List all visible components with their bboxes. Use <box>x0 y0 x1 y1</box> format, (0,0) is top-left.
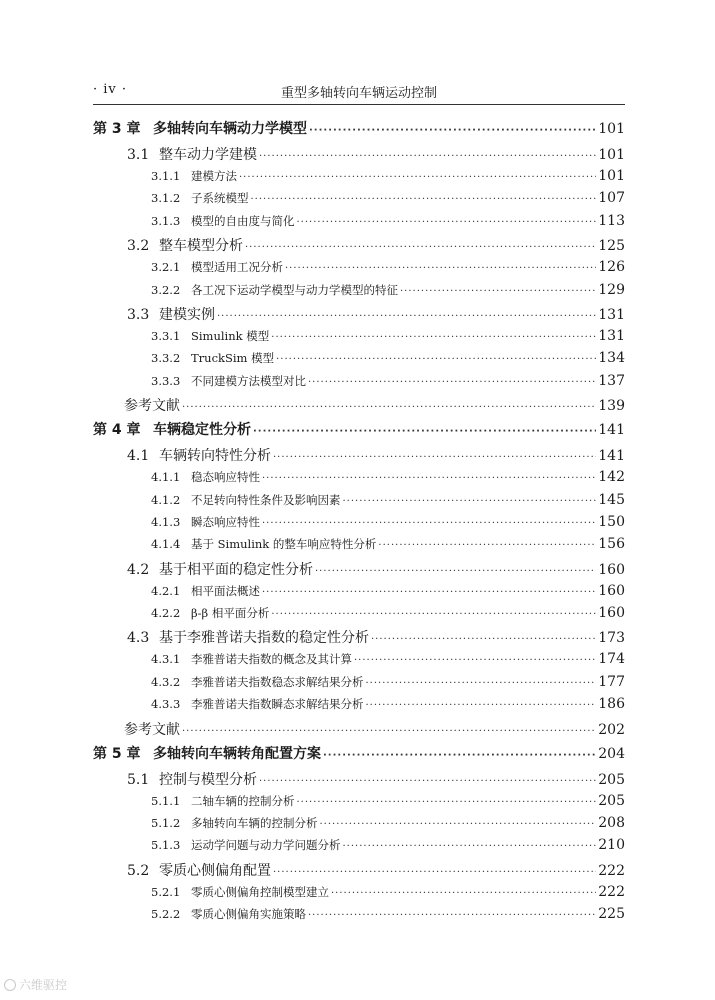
toc-entry-page: 125 <box>598 238 625 255</box>
dot-leader <box>259 151 596 162</box>
toc-entry-number: 5.1.3 <box>151 838 181 853</box>
toc-entry-title: 零质心侧偏角控制模型建立 <box>191 884 329 899</box>
toc-subsection-row <box>93 583 625 605</box>
toc-entry-title: 零质心侧偏角实施策略 <box>191 907 306 922</box>
toc-entry-title: 运动学问题与动力学问题分析 <box>191 838 341 853</box>
toc-chapter-row <box>93 743 625 769</box>
toc-entry-page: 134 <box>598 350 625 367</box>
toc-entry-page: 222 <box>598 883 625 900</box>
toc-section-row <box>93 769 625 793</box>
dot-leader <box>371 634 596 645</box>
toc-entry-number: 4.1.2 <box>151 492 181 507</box>
toc-entry-number: 4.3.2 <box>151 674 181 689</box>
toc-entry-page: 177 <box>598 673 625 690</box>
toc-section-row <box>93 445 625 469</box>
toc-entry-title: 建模实例 <box>159 306 215 323</box>
dot-leader <box>182 726 596 737</box>
toc-entry-title: 各工况下运动学模型与动力学模型的特征 <box>191 282 398 297</box>
toc-chapter-row <box>93 118 625 144</box>
toc-subsection-row <box>93 651 625 673</box>
toc-subsection-row <box>93 168 625 190</box>
toc-chapter-row <box>93 419 625 445</box>
toc-entry-page: 174 <box>598 651 625 668</box>
toc-entry-page: 205 <box>598 771 625 788</box>
dot-leader <box>320 819 597 830</box>
dot-leader <box>323 750 596 761</box>
toc-entry-title: 李雅普诺夫指数瞬态求解结果分析 <box>191 697 364 712</box>
toc-entry-page: 202 <box>598 721 625 738</box>
toc-entry-page: 205 <box>598 792 625 809</box>
toc-entry-title: 基于相平面的稳定性分析 <box>159 561 313 578</box>
toc-entry-title: β-β 相平面分析 <box>191 606 270 621</box>
toc-entry-number: 3.1.2 <box>151 191 181 206</box>
dot-leader <box>259 776 596 787</box>
toc-entry-number: 第 3 章 <box>93 121 141 137</box>
toc-subsection-row <box>93 213 625 235</box>
dot-leader <box>308 910 596 921</box>
toc-subsection-row <box>93 674 625 696</box>
dot-leader <box>253 426 596 437</box>
dot-leader <box>262 473 596 484</box>
table-of-contents <box>93 118 625 929</box>
dot-leader <box>285 263 596 274</box>
toc-entry-page: 137 <box>598 372 625 389</box>
toc-entry-number: 3.3.3 <box>151 373 181 388</box>
page-number-label: · iv · <box>93 82 128 97</box>
toc-entry-number: 3.3 <box>127 306 150 323</box>
toc-entry-title: 整车模型分析 <box>159 238 243 255</box>
toc-entry-number: 4.1.1 <box>151 470 181 485</box>
toc-entry-page: 131 <box>598 306 625 323</box>
toc-entry-number: 4.1.4 <box>151 537 181 552</box>
dot-leader <box>400 286 596 297</box>
toc-entry-number: 3.1.3 <box>151 213 181 228</box>
toc-entry-number: 4.1 <box>127 448 150 465</box>
toc-entry-page: 156 <box>598 536 625 553</box>
dot-leader <box>271 332 596 343</box>
toc-entry-title: 控制与模型分析 <box>159 771 257 788</box>
dot-leader <box>309 125 596 136</box>
toc-subsection-row <box>93 373 625 395</box>
page-header <box>93 78 625 105</box>
toc-entry-page: 160 <box>598 605 625 622</box>
toc-entry-page: 150 <box>598 513 625 530</box>
toc-subsection-row <box>93 259 625 281</box>
toc-entry-number: 5.1.1 <box>151 793 181 808</box>
toc-entry-page: 222 <box>598 862 625 879</box>
toc-subsection-row <box>93 536 625 558</box>
toc-references-row <box>93 395 625 419</box>
dot-leader <box>297 217 597 228</box>
toc-entry-number: 4.2.2 <box>151 606 181 621</box>
toc-entry-title: 模型的自由度与简化 <box>191 213 295 228</box>
toc-entry-number: 3.3.1 <box>151 328 181 343</box>
toc-entry-title: 车辆稳定性分析 <box>153 422 251 439</box>
toc-entry-number: 4.3 <box>127 630 150 647</box>
toc-entry-number: 3.3.2 <box>151 351 181 366</box>
toc-subsection-row <box>93 469 625 491</box>
toc-entry-number: 4.3.1 <box>151 652 181 667</box>
toc-subsection-row <box>93 605 625 627</box>
toc-entry-number: 5.2.2 <box>151 907 181 922</box>
weibo-logo-icon <box>4 979 16 991</box>
toc-entry-title: 子系统模型 <box>191 191 249 206</box>
toc-entry-page: 101 <box>598 147 625 163</box>
toc-entry-title: 零质心侧偏角配置 <box>159 862 271 879</box>
toc-section-row <box>93 860 625 884</box>
dot-leader <box>378 540 596 551</box>
toc-entry-page: 142 <box>598 469 625 486</box>
dot-leader <box>366 700 597 711</box>
toc-entry-title: 多轴转向车辆转角配置方案 <box>153 745 321 762</box>
toc-references-row <box>93 719 625 743</box>
toc-entry-page: 131 <box>598 327 625 344</box>
toc-section-row <box>93 304 625 328</box>
toc-subsection-row <box>93 514 625 536</box>
toc-entry-title: 参考文献 <box>124 398 180 415</box>
toc-entry-title: 二轴车辆的控制分析 <box>191 793 295 808</box>
toc-entry-title: 李雅普诺夫指数稳态求解结果分析 <box>191 674 364 689</box>
toc-entry-page: 126 <box>598 259 625 276</box>
toc-entry-page: 129 <box>598 281 625 298</box>
dot-leader <box>273 867 596 878</box>
toc-entry-title: 基于李雅普诺夫指数的稳定性分析 <box>159 630 369 647</box>
toc-entry-page: 113 <box>598 212 625 229</box>
toc-entry-title: 参考文献 <box>124 721 180 738</box>
toc-section-row <box>93 235 625 259</box>
dot-leader <box>262 587 596 598</box>
toc-entry-page: 139 <box>598 398 625 415</box>
toc-entry-title: Simulink 模型 <box>191 328 270 343</box>
toc-entry-page: 204 <box>598 745 625 762</box>
toc-entry-title: 相平面法概述 <box>191 583 260 598</box>
dot-leader <box>182 402 596 413</box>
toc-entry-number: 3.2.2 <box>151 282 181 297</box>
dot-leader <box>276 354 596 365</box>
toc-entry-title: 不足转向特性条件及影响因素 <box>191 492 341 507</box>
toc-subsection-row <box>93 492 625 514</box>
dot-leader <box>343 841 597 852</box>
toc-subsection-row <box>93 906 625 928</box>
toc-entry-number: 4.2 <box>127 561 150 578</box>
toc-entry-page: 141 <box>598 448 625 465</box>
toc-section-row <box>93 627 625 651</box>
dot-leader <box>331 888 596 899</box>
toc-subsection-row <box>93 837 625 859</box>
toc-section-row <box>93 559 625 583</box>
toc-entry-page: 225 <box>598 906 625 923</box>
toc-entry-number: 5.1.2 <box>151 816 181 831</box>
dot-leader <box>271 609 596 620</box>
toc-entry-title: 瞬态响应特性 <box>191 514 260 529</box>
toc-entry-page: 101 <box>598 121 625 137</box>
dot-leader <box>239 172 596 183</box>
toc-subsection-row <box>93 793 625 815</box>
toc-subsection-row <box>93 815 625 837</box>
dot-leader <box>366 678 597 689</box>
dot-leader <box>308 377 596 388</box>
toc-subsection-row <box>93 282 625 304</box>
toc-entry-title: 整车动力学建模 <box>159 147 257 163</box>
toc-subsection-row <box>93 696 625 718</box>
dot-leader <box>354 655 596 666</box>
toc-entry-title: 多轴转向车辆的控制分析 <box>191 816 318 831</box>
toc-entry-title: 模型适用工况分析 <box>191 260 283 275</box>
toc-subsection-row <box>93 884 625 906</box>
toc-entry-page: 101 <box>598 168 625 184</box>
toc-entry-page: 107 <box>598 190 625 207</box>
toc-entry-page: 145 <box>598 491 625 508</box>
toc-entry-title: TruckSim 模型 <box>191 351 275 366</box>
toc-entry-number: 5.2.1 <box>151 884 181 899</box>
dot-leader <box>315 566 596 577</box>
toc-entry-number: 4.3.3 <box>151 697 181 712</box>
toc-entry-title: 李雅普诺夫指数的概念及其计算 <box>191 652 352 667</box>
toc-subsection-row <box>93 350 625 372</box>
toc-entry-number: 3.2.1 <box>151 260 181 275</box>
toc-section-row <box>93 144 625 168</box>
toc-entry-number: 4.1.3 <box>151 514 181 529</box>
toc-entry-number: 3.1.1 <box>151 169 181 183</box>
dot-leader <box>245 242 596 253</box>
toc-entry-title: 基于 Simulink 的整车响应特性分析 <box>191 537 377 552</box>
watermark-text: 六维驱控 <box>19 978 68 992</box>
toc-subsection-row <box>93 328 625 350</box>
toc-entry-page: 160 <box>598 561 625 578</box>
toc-entry-page: 186 <box>598 696 625 713</box>
toc-subsection-row <box>93 190 625 212</box>
toc-entry-number: 3.2 <box>127 238 150 255</box>
dot-leader <box>273 452 596 463</box>
toc-entry-page: 173 <box>598 630 625 647</box>
toc-entry-number: 5.1 <box>127 771 150 788</box>
toc-entry-number: 第 4 章 <box>93 422 141 439</box>
dot-leader <box>217 311 596 322</box>
toc-entry-number: 第 5 章 <box>93 745 141 762</box>
toc-entry-page: 141 <box>598 422 625 439</box>
toc-entry-title: 稳态响应特性 <box>191 470 260 485</box>
toc-entry-page: 210 <box>598 837 625 854</box>
book-title: 重型多轴转向车辆运动控制 <box>280 86 437 101</box>
dot-leader <box>343 496 597 507</box>
toc-entry-number: 4.2.1 <box>151 583 181 598</box>
toc-entry-page: 208 <box>598 815 625 832</box>
toc-entry-title: 建模方法 <box>191 169 237 183</box>
dot-leader <box>297 797 597 808</box>
dot-leader <box>262 518 596 529</box>
toc-entry-title: 多轴转向车辆动力学模型 <box>153 121 307 137</box>
toc-entry-page: 160 <box>598 582 625 599</box>
dot-leader <box>251 194 597 205</box>
toc-entry-number: 5.2 <box>127 862 150 879</box>
toc-entry-number: 3.1 <box>127 147 150 163</box>
toc-entry-title: 不同建模方法模型对比 <box>191 373 306 388</box>
watermark <box>4 976 67 993</box>
toc-entry-title: 车辆转向特性分析 <box>159 448 271 465</box>
